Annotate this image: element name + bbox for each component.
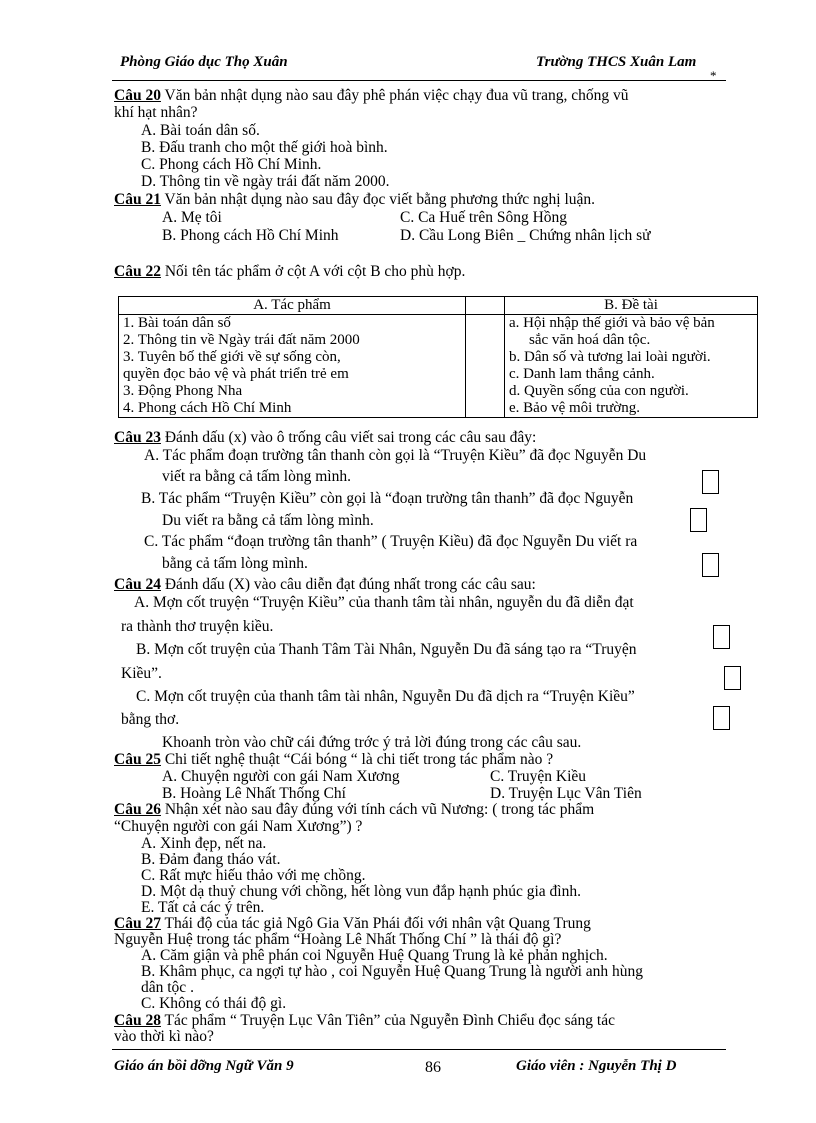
checkbox-q24-a[interactable] — [713, 625, 730, 649]
q20-option-b: B. Đấu tranh cho một thế giới hoà bình. — [141, 139, 388, 156]
q23-option-b-cont: Du viết ra bằng cả tấm lòng mình. — [162, 512, 374, 529]
col-a-item: quyền đọc bảo vệ và phát triển trẻ em — [123, 366, 349, 382]
header-left: Phòng Giáo dục Thọ Xuân — [120, 54, 288, 70]
q24-option-b: B. Mợn cốt truyện của Thanh Tâm Tài Nhân, Nguyễn Du đã sáng tạo ra “Truyện — [136, 641, 637, 658]
checkbox-q24-b[interactable] — [724, 666, 741, 690]
col-b-item: b. Dân số và tương lai loài người. — [509, 349, 711, 365]
q21-option-a: A. Mẹ tôi — [162, 209, 222, 226]
checkbox-q23-b[interactable] — [690, 508, 707, 532]
answer-column — [466, 315, 505, 418]
col-a-item: 2. Thông tin về Ngày trái đất năm 2000 — [123, 332, 360, 348]
q26-option-e: E. Tất cả các ý trên. — [141, 899, 265, 916]
q24-option-c: C. Mợn cốt truyện của thanh tâm tài nhân, Nguyễn Du đã dịch ra “Truyện Kiều” — [136, 688, 635, 705]
col-a-item: 3. Động Phong Nha — [123, 383, 243, 399]
page-number: 86 — [425, 1059, 441, 1076]
col-a-item: 4. Phong cách Hồ Chí Minh — [123, 400, 292, 416]
col-b-item: c. Danh lam thắng cảnh. — [509, 366, 655, 382]
q20-option-d: D. Thông tin về ngày trái đất năm 2000. — [141, 173, 390, 190]
footer-rule — [112, 1049, 726, 1050]
q27-option-b-cont: dân tộc . — [141, 979, 194, 996]
q27-option-a: A. Căm giận và phê phán coi Nguyễn Huệ Quang Trung là kẻ phản nghịch. — [141, 947, 608, 964]
q24-option-c-cont: bằng thơ. — [121, 711, 180, 728]
header-rule — [112, 80, 726, 81]
col-b-item: e. Bảo vệ môi trường. — [509, 400, 641, 416]
question-24: Câu 24 Đánh dấu (X) vào câu diễn đạt đúng nhất trong các câu sau: — [114, 576, 536, 593]
q26-option-d: D. Một dạ thuỷ chung với chồng, hết lòng vun đắp hạnh phúc gia đình. — [141, 883, 581, 900]
question-21: Câu 21 Văn bản nhật dụng nào sau đây đọc viết bằng phương thức nghị luận. — [114, 191, 596, 208]
header-right: Trường THCS Xuân Lam — [536, 54, 697, 70]
col-a-item: 3. Tuyên bố thế giới về sự sống còn, — [123, 349, 341, 365]
col-b-header: B. Đề tài — [505, 297, 758, 315]
q20-option-c: C. Phong cách Hồ Chí Minh. — [141, 156, 322, 173]
matching-table — [118, 296, 758, 418]
q27-option-b: B. Khâm phục, ca ngợi tự hào , coi Nguyễn Huệ Quang Trung là người anh hùng — [141, 963, 644, 980]
q23-option-c: C. Tác phẩm “đoạn trường tân thanh” ( Truyện Kiều) đã đọc Nguyễn Du viết ra — [144, 533, 638, 550]
q23-option-a-cont: viết ra bằng cả tấm lòng mình. — [162, 468, 351, 485]
col-b-items — [505, 315, 758, 418]
q24-option-b-cont: Kiều”. — [121, 665, 162, 682]
question-26-cont: “Chuyện người con gái Nam Xương”) ? — [114, 818, 363, 835]
q24-option-a-cont: ra thành thơ truyện kiều. — [121, 618, 274, 635]
q26-option-b: B. Đảm đang tháo vát. — [141, 851, 281, 868]
q23-option-c-cont: bằng cả tấm lòng mình. — [162, 555, 308, 572]
question-20-cont: khí hạt nhân? — [114, 104, 198, 121]
question-28-cont: vào thời kì nào? — [114, 1028, 214, 1045]
q26-option-c: C. Rất mực hiếu thảo với mẹ chồng. — [141, 867, 366, 884]
q25-option-b: B. Hoàng Lê Nhất Thống Chí — [162, 785, 346, 802]
q26-option-a: A. Xinh đẹp, nết na. — [141, 835, 267, 852]
question-27: Câu 27 Thái độ của tác giả Ngô Gia Văn Phái đối với nhân vật Quang Trung — [114, 915, 591, 932]
checkbox-q23-a[interactable] — [702, 470, 719, 494]
question-23: Câu 23 Đánh dấu (x) vào ô trống câu viết sai trong các câu sau đây: — [114, 429, 537, 446]
q21-option-b: B. Phong cách Hồ Chí Minh — [162, 227, 339, 244]
col-b-item: d. Quyền sống của con người. — [509, 383, 689, 399]
footer-right: Giáo viên : Nguyễn Thị D — [516, 1058, 677, 1074]
question-20: Câu 20 Văn bản nhật dụng nào sau đây phê phán việc chạy đua vũ trang, chống vũ — [114, 87, 629, 104]
q25-option-c: C. Truyện Kiều — [490, 768, 587, 785]
question-25: Câu 25 Chi tiết nghệ thuật “Cái bóng “ là chi tiết trong tác phẩm nào ? — [114, 751, 554, 768]
instruction: Khoanh tròn vào chữ cái đứng trớc ý trả lời đúng trong các câu sau. — [162, 734, 582, 751]
q23-option-b: B. Tác phẩm “Truyện Kiều” còn gọi là “đoạn trường tân thanh” đã đọc Nguyễn — [141, 490, 634, 507]
col-a-items — [119, 315, 466, 418]
q27-option-c: C. Không có thái độ gì. — [141, 995, 287, 1012]
col-a-item: 1. Bài toán dân số — [123, 315, 231, 331]
col-a-header: A. Tác phẩm — [119, 297, 466, 315]
q24-option-a: A. Mợn cốt truyện “Truyện Kiều” của thanh tâm tài nhân, nguyễn du đã diễn đạt — [134, 594, 634, 611]
q21-option-c: C. Ca Huế trên Sông Hồng — [400, 209, 568, 226]
q23-option-a: A. Tác phẩm đoạn trường tân thanh còn gọi là “Truyện Kiều” đã đọc Nguyễn Du — [144, 447, 647, 464]
question-26: Câu 26 Nhận xét nào sau đây đúng với tính cách vũ Nương: ( trong tác phẩm — [114, 801, 595, 818]
col-b-item: sắc văn hoá dân tộc. — [529, 332, 651, 348]
checkbox-q23-c[interactable] — [702, 553, 719, 577]
footer-left: Giáo án bồi dỡng Ngữ Văn 9 — [114, 1058, 294, 1074]
q25-option-d: D. Truyện Lục Vân Tiên — [490, 785, 642, 802]
q20-option-a: A. Bài toán dân số. — [141, 122, 260, 139]
header-mark: * — [710, 68, 717, 83]
question-22: Câu 22 Nối tên tác phẩm ở cột A với cột B cho phù hợp. — [114, 263, 466, 280]
col-b-item: a. Hội nhập thế giới và bảo vệ bản — [509, 315, 715, 331]
q21-option-d: D. Cầu Long Biên _ Chứng nhân lịch sử — [400, 227, 651, 244]
checkbox-q24-c[interactable] — [713, 706, 730, 730]
question-27-cont: Nguyễn Huệ trong tác phẩm “Hoàng Lê Nhất Thống Chí ” là thái độ gì? — [114, 931, 562, 948]
q25-option-a: A. Chuyện người con gái Nam Xương — [162, 768, 400, 785]
question-28: Câu 28 Tác phẩm “ Truyện Lục Vân Tiên” của Nguyễn Đình Chiểu đọc sáng tác — [114, 1012, 615, 1029]
